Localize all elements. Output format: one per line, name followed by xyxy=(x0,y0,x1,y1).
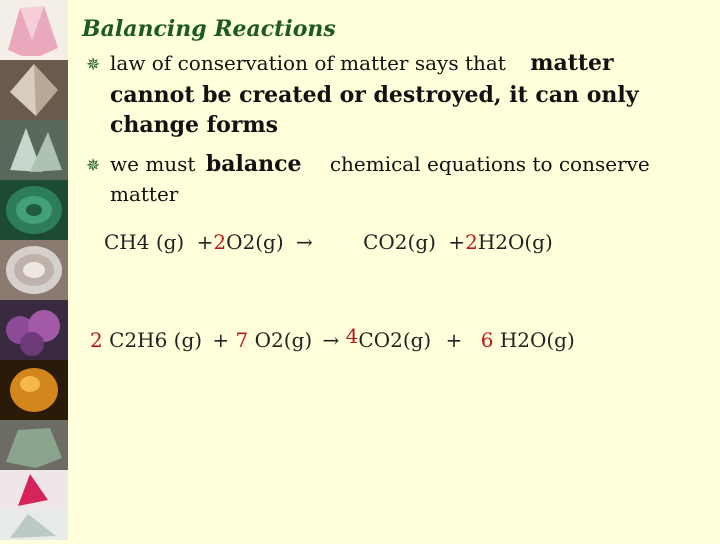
equation-2 xyxy=(90,324,575,352)
bullet1-emphasis-1: matter xyxy=(530,50,614,76)
bullet2-suffix-2: matter xyxy=(110,182,179,206)
pinwheel-bullet-icon: ✵ xyxy=(86,156,101,176)
bullet2-emphasis: balance xyxy=(205,151,302,177)
eq2-coefficient-co2: 4 xyxy=(345,324,359,348)
eq1-arrow: → xyxy=(295,230,313,254)
bullet2-text xyxy=(110,151,650,177)
eq1-product-1: CO2(g) xyxy=(363,230,436,254)
eq2-reactant-1: C2H6 (g) xyxy=(109,328,203,352)
eq2-plus: + xyxy=(212,328,230,352)
eq2-product-2: H2O(g) xyxy=(499,328,575,352)
eq1-plus-2: + xyxy=(448,230,466,254)
eq2-product-1: CO2(g) xyxy=(358,328,432,352)
pinwheel-bullet-icon: ✵ xyxy=(86,55,101,75)
eq2-coefficient-h2o: 6 xyxy=(480,328,494,352)
mineral-photos-image xyxy=(0,0,68,540)
eq1-coefficient-o2: 2 xyxy=(213,230,227,254)
eq2-plus-2: + xyxy=(445,328,463,352)
eq2-coefficient-c2h6: 2 xyxy=(90,328,103,352)
bullet1-emphasis-2: cannot be created or destroyed, it can only xyxy=(110,82,639,108)
eq1-product-2: H2O(g) xyxy=(477,230,553,254)
bullet2-prefix: we must xyxy=(110,152,196,176)
bullet2-suffix: chemical equations to conserve xyxy=(329,152,650,176)
eq2-coefficient-o2: 7 xyxy=(235,328,249,352)
mineral-photo-strip xyxy=(0,0,68,540)
slide-title: Balancing Reactions xyxy=(82,16,336,42)
eq2-reactant-2: O2(g) xyxy=(254,328,313,352)
eq1-reactant-2: O2(g) xyxy=(226,230,284,254)
eq1-plus: + xyxy=(196,230,214,254)
eq1-reactant-1: CH4 (g) xyxy=(104,230,185,254)
bullet1-prefix: law of conservation of matter says that xyxy=(110,51,506,75)
eq2-arrow: → xyxy=(322,328,340,352)
bullet1-text xyxy=(110,50,614,76)
eq1-coefficient-h2o: 2 xyxy=(465,230,478,254)
bullet1-emphasis-3: change forms xyxy=(110,112,279,138)
equation-1 xyxy=(104,230,553,254)
